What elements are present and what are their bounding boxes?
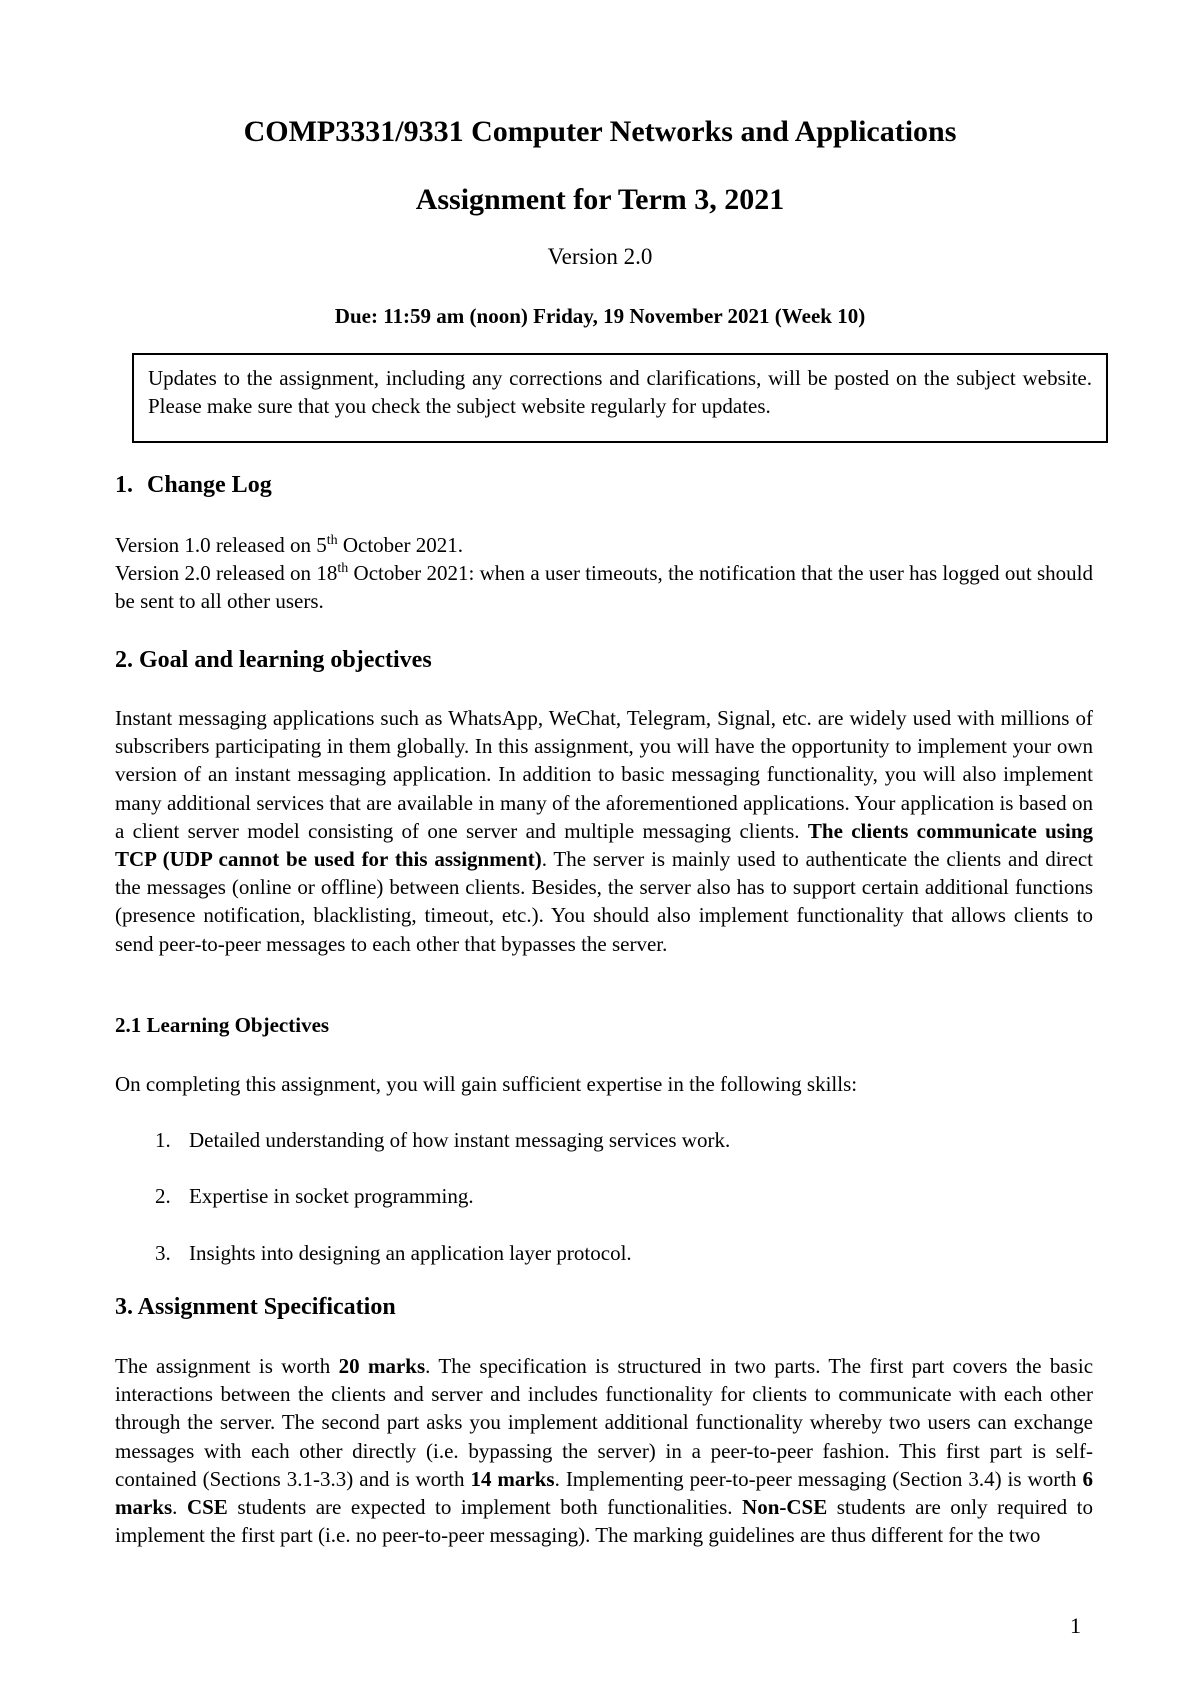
- section-title: Change Log: [147, 472, 272, 498]
- change-log-entry-v2: Version 2.0 released on 18th October 2021: when a user timeouts, the notification that the user has logged out should be sent to all other users.: [115, 561, 1093, 614]
- document-title: COMP3331/9331 Computer Networks and Applications: [243, 115, 957, 148]
- change-log-entry-v1: Version 1.0 released on 5th October 2021.: [115, 533, 463, 557]
- section-heading-change-log: [115, 472, 272, 499]
- subsection-heading-learning-objectives: 2.1 Learning Objectives: [115, 1013, 330, 1037]
- objectives-intro: On completing this assignment, you will gain sufficient expertise in the following skills:: [115, 1072, 858, 1096]
- section-number: 1.: [115, 472, 133, 498]
- section-heading-goal: 2. Goal and learning objectives: [115, 647, 432, 673]
- specification-paragraph: The assignment is worth 20 marks. The specification is structured in two parts. The first part covers the basic interactions between the clients and server and includes functionality for clients to communicate with each other through the server. The second part asks you implement additional functionality whereby two users can exchange messages with each other directly (i.e. bypassing the server) in a peer-to-peer fashion. This first part is self-contained (Sections 3.1-3.3) and is worth 14 marks. Implementing peer-to-peer messaging (Section 3.4) is worth 6 marks. CSE students are expected to implement both functionalities. Non-CSE students are only required to implement the first part (i.e. no peer-to-peer messaging). The marking guidelines are thus different for the two: [115, 1354, 1094, 1548]
- updates-notice-box: Updates to the assignment, including any corrections and clarifications, will be posted on the subject website. Please make sure that you check the subject website regularly for updates.: [132, 353, 1108, 443]
- objective-item: 3. Insights into designing an application layer protocol.: [155, 1241, 632, 1265]
- page-number: 1: [1070, 1613, 1081, 1638]
- goal-paragraph: Instant messaging applications such as WhatsApp, WeChat, Telegram, Signal, etc. are widely used with millions of subscribers participating in them globally. In this assignment, you will have the opportunity to implement your own version of an instant messaging application. In addition to basic messaging functionality, you will also implement many additional services that are available in many of the aforementioned applications. Your application is based on a client server model consisting of one server and multiple messaging clients. The clients communicate using TCP (UDP cannot be used for this assignment). The server is mainly used to authenticate the clients and direct the messages (online or offline) between clients. Besides, the server also has to support certain additional functions (presence notification, blacklisting, timeout, etc.). You should also implement functionality that allows clients to send peer-to-peer messages to each other that bypasses the server.: [115, 706, 1094, 956]
- due-date: Due: 11:59 am (noon) Friday, 19 November 2021 (Week 10): [334, 304, 866, 328]
- objective-item: 2. Expertise in socket programming.: [155, 1184, 474, 1208]
- document-subtitle: Assignment for Term 3, 2021: [415, 183, 785, 216]
- objective-item: 1. Detailed understanding of how instant messaging services work.: [155, 1128, 731, 1152]
- section-heading-specification: 3. Assignment Specification: [115, 1294, 396, 1320]
- version-label: Version 2.0: [547, 244, 653, 269]
